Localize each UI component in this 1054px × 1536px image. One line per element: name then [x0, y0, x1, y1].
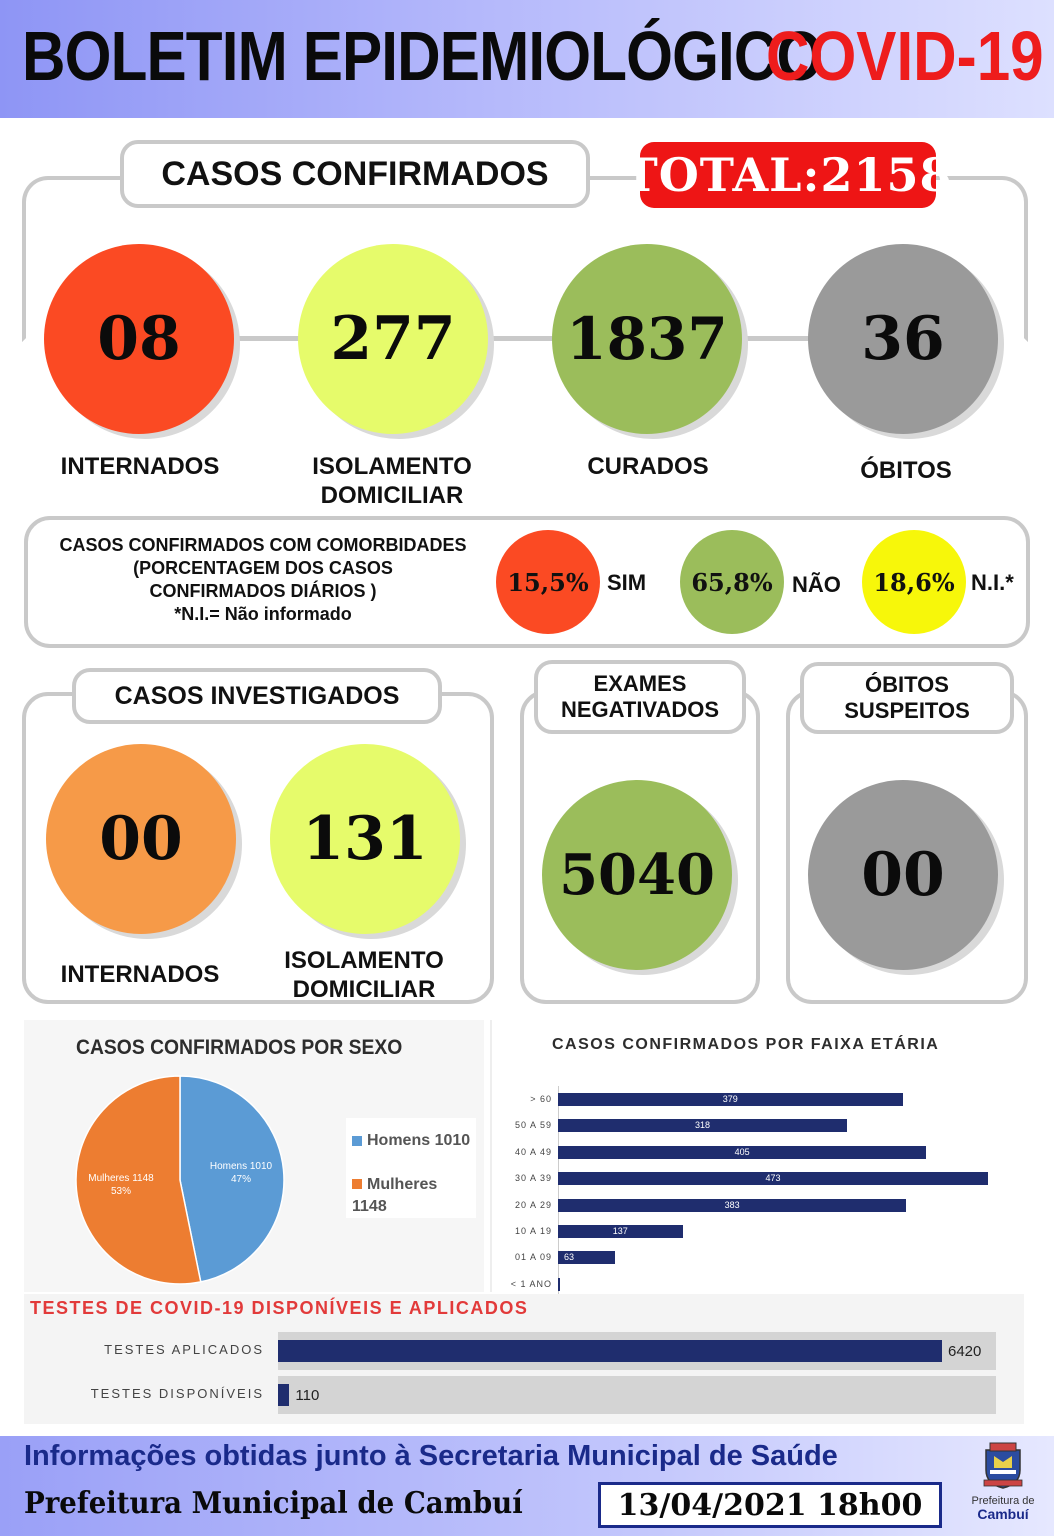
confirmed-curados-label: CURADOS [587, 453, 709, 480]
age-bar-value: 405 [734, 1146, 750, 1157]
age-category-label: 10 A 19 [514, 1226, 552, 1236]
comorbidities-text: CASOS CONFIRMADOS COM COMORBIDADES (PORCENTAGEM DOS CASOS CONFIRMADOS DIÁRIOS ) *N.I.= Não informado [59, 535, 467, 624]
tests-bar [278, 1340, 942, 1362]
age-bar-value: 383 [724, 1199, 740, 1210]
confirmed-curados-circle: 1837 [552, 244, 742, 434]
legend-mulheres [352, 1174, 472, 1218]
suspect-deaths-label: ÓBITOS SUSPEITOS [800, 662, 1014, 734]
sex-chart-title: CASOS CONFIRMADOS POR SEXO [76, 1036, 403, 1059]
investigated-label: CASOS INVESTIGADOS [72, 668, 442, 724]
coat-of-arms-icon [980, 1440, 1026, 1490]
age-bar-value: 473 [765, 1173, 781, 1184]
age-bar [558, 1278, 560, 1291]
logo-line1: Prefeitura de [971, 1495, 1035, 1507]
tests-bar-chart [30, 1328, 1020, 1420]
tests-category-label: TESTES APLICADOS [104, 1342, 264, 1357]
age-category-label: 50 A 59 [514, 1120, 552, 1131]
tests-bar-value: 6420 [948, 1343, 982, 1360]
age-bar-value: 379 [722, 1094, 738, 1104]
tests-bar-track [278, 1376, 996, 1414]
confirmed-isolamento-label: ISOLAMENTO DOMICILIAR [312, 453, 472, 509]
investigated-isolamento-circle: 131 [270, 744, 460, 934]
age-bar-value: 63 [564, 1252, 575, 1263]
tests-bar [278, 1384, 289, 1406]
confirmed-obitos-label: ÓBITOS [860, 457, 952, 484]
negative-label: EXAMES NEGATIVADOS [534, 660, 746, 734]
footer-source: Informações obtidas junto à Secretaria Municipal de Saúde [24, 1440, 838, 1472]
legend-homens [352, 1132, 470, 1150]
footer-datetime: 13/04/2021 18h00 [598, 1482, 942, 1528]
age-category-label: 01 A 09 [514, 1252, 552, 1263]
city-logo [960, 1440, 1046, 1534]
comorbidity-sim-circle: 15,5% [496, 530, 600, 634]
bulletin-title: BOLETIM EPIDEMIOLÓGICO [22, 17, 823, 95]
comorbidity-nao-label: NÃO [792, 572, 841, 597]
total-badge: TOTAL:2158 [640, 142, 936, 208]
comorbidity-ni-circle: 18,6% [862, 530, 966, 634]
age-category-label: < 1 ANO [510, 1278, 552, 1289]
logo-line2: Cambuí [977, 1506, 1029, 1522]
age-category-label: 20 A 29 [514, 1199, 552, 1210]
negative-circle: 5040 [542, 780, 732, 970]
confirmed-internados-label: INTERNADOS [60, 453, 220, 480]
pie-label-mulheres: Mulheres 1148 53% [88, 1173, 154, 1197]
suspect-deaths-circle: 00 [808, 780, 998, 970]
age-bar-chart [496, 1086, 1016, 1292]
legend-mulheres-label: Mulheres 1148 [352, 1176, 438, 1215]
confirmed-obitos-circle: 36 [808, 244, 998, 434]
tests-chart-title: TESTES DE COVID-19 DISPONÍVEIS E APLICADOS [30, 1298, 529, 1318]
legend-mulheres-swatch [352, 1179, 362, 1189]
tests-bar-value: 110 [295, 1387, 320, 1404]
footer-city: Prefeitura Municipal de Cambuí [24, 1486, 523, 1521]
investigated-internados-label: INTERNADOS [60, 961, 220, 988]
age-bar-value: 318 [695, 1120, 711, 1131]
comorbidity-ni-label: N.I.* [971, 570, 1014, 595]
pie-label-homens: Homens 1010 47% [209, 1161, 273, 1185]
legend-homens-swatch [352, 1136, 362, 1146]
legend-homens-label: Homens 1010 [367, 1132, 471, 1149]
age-category-label: 30 A 39 [514, 1173, 552, 1184]
circle-connector [140, 336, 910, 341]
tests-category-label: TESTES DISPONÍVEIS [90, 1386, 264, 1401]
age-category-label: 40 A 49 [514, 1146, 552, 1157]
confirmed-internados-circle: 08 [44, 244, 234, 434]
age-category-label: > 60 [530, 1094, 552, 1104]
comorbidity-nao-circle: 65,8% [680, 530, 784, 634]
covid-title: COVID-19 [766, 17, 1044, 95]
age-bar-value: 137 [612, 1226, 628, 1236]
confirmed-label: CASOS CONFIRMADOS [120, 140, 590, 208]
age-chart-title: CASOS CONFIRMADOS POR FAIXA ETÁRIA [552, 1036, 940, 1053]
investigated-isolamento-label: ISOLAMENTO DOMICILIAR [284, 947, 444, 1003]
investigated-internados-circle: 00 [46, 744, 236, 934]
confirmed-isolamento-circle: 277 [298, 244, 488, 434]
age-axis-line [558, 1086, 559, 1297]
comorbidity-sim-label: SIM [607, 570, 647, 595]
